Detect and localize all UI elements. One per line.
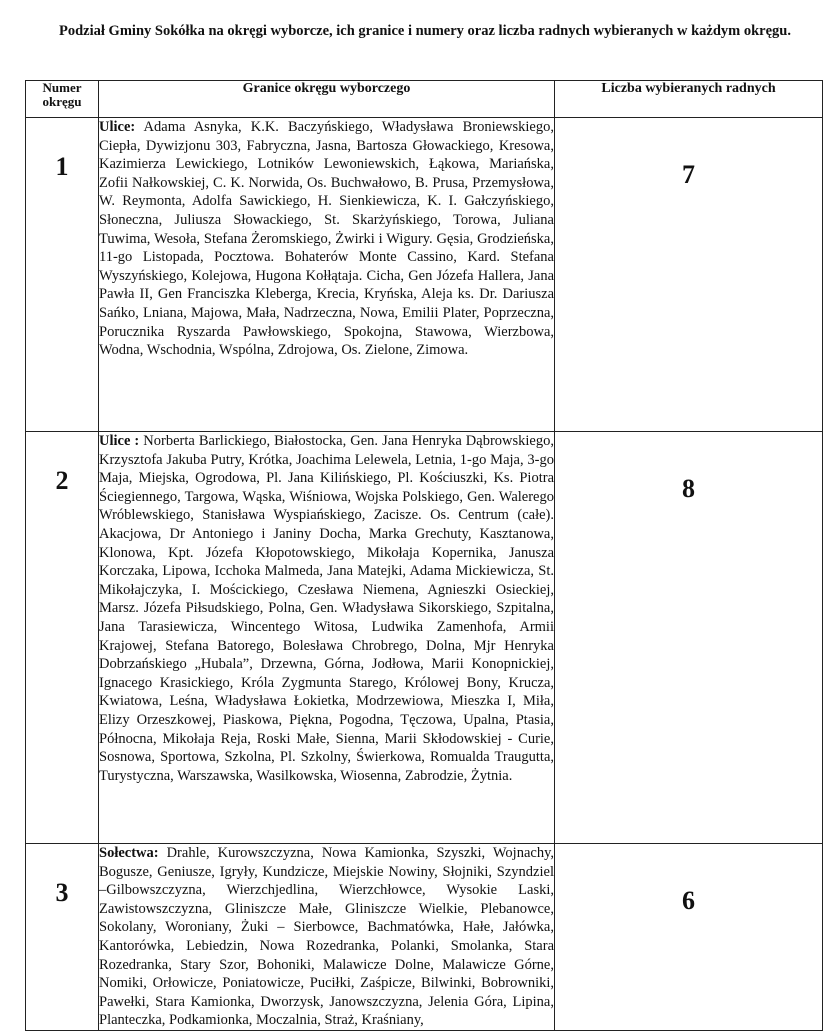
table-header-row bbox=[26, 81, 823, 118]
councillor-count: 6 bbox=[682, 886, 695, 915]
header-district-number: Numer okręgu bbox=[26, 81, 99, 118]
boundaries-label: Sołectwa: bbox=[99, 845, 159, 861]
councillor-count: 7 bbox=[682, 160, 695, 189]
district-boundaries-cell bbox=[99, 844, 555, 1031]
district-number-cell bbox=[26, 118, 99, 432]
district-number-cell bbox=[26, 432, 99, 844]
councillor-count: 8 bbox=[682, 474, 695, 503]
district-boundaries-cell bbox=[99, 118, 555, 432]
table-row-district-1 bbox=[26, 118, 823, 432]
district-number-cell bbox=[26, 844, 99, 1031]
document-title: Podział Gminy Sokółka na okręgi wyborcze, ich granice i numery oraz liczba radnych wybieranych w każdym okręgu. bbox=[59, 23, 791, 39]
header-councillor-count: Liczba wybieranych radnych bbox=[555, 81, 823, 118]
table-row-district-2 bbox=[26, 432, 823, 844]
boundaries-text: Drahle, Kurowszczyzna, Nowa Kamionka, Szyszki, Wojnachy, Bogusze, Geniusze, Igryły, Kundzicze, Miejskie Nowiny, Słojniki, Szyndziel –Gilbowszczyzna, Wierzchjedlina, Wierzchłowce, Wysokie Laski, Zawistowszczyzna, Gliniszcze Małe, Gliniszcze Wielkie, Plebanowce, Sokolany, Woroniany, Żuki – Sierbowce, Bachmatówka, Hałe, Jałówka, Kantorówka, Lebiedzin, Nowa Rozedranka, Polanki, Smolanka, Stara Rozedranka, Stary Szor, Bohoniki, Malawicze Dolne, Malawicze Górne, Nomiki, Orłowicze, Poniatowicze, Puciłki, Zaśpicze, Bilwinki, Bobrowniki, Pawełki, Stara Kamionka, Dworzysk, Janowszczyzna, Jelenia Góra, Lipina, Planteczka, Podkamionka, Moczalnia, Straż, Kraśniany, bbox=[99, 845, 554, 1029]
districts-table bbox=[25, 80, 823, 1031]
boundaries-text: Norberta Barlickiego, Białostocka, Gen. Jana Henryka Dąbrowskiego, Krzysztofa Jakuba Putry, Krótka, Joachima Lelewela, Letnia, 1-go Maja, 3-go Maja, Miejska, Ogrodowa, Pl. Jana Kilińskiego, Pl. Kościuszki, Ks. Piotra Ściegiennego, Targowa, Wąska, Wiśniowa, Wojska Polskiego, Gen. Walerego Wróblewskiego, Stanisława Wyspiańskiego, Zacisze. Os. Centrum (całe). Akacjowa, Dr Antoniego i Janiny Docha, Marka Grechuty, Kasztanowa, Klonowa, Kpt. Józefa Kłopotowskiego, Mikołaja Kopernika, Janusza Korczaka, Lipowa, Icchoka Malmeda, Jana Matejki, Adama Mickiewicza, St. Mikołajczyka, I. Mościckiego, Czesława Niemena, Agnieszki Osieckiej, Marsz. Józefa Piłsudskiego, Polna, Gen. Władysława Sikorskiego, Szpitalna, Jana Tarasiewicza, Wincentego Witosa, Ludwika Zamenhofa, Armii Krajowej, Stefana Batorego, Bolesława Chrobrego, Dolna, Mjr Henryka Dobrzańskiego „Hubala”, Drzewna, Górna, Jodłowa, Marii Konopnickiej, Ignacego Krasickiego, Króla Zygmunta Starego, Królowej Bony, Krucza, Kwiatowa, Leśna, Władysława Łokietka, Modrzewiowa, Mieszka I, Miła, Elizy Orzeszkowej, Piaskowa, Piękna, Pogodna, Tęczowa, Upalna, Ptasia, Północna, Mikołaja Reja, Roski Małe, Sienna, Marii Skłodowskiej - Curie, Sosnowa, Sportowa, Szkolna, Pl. Szkolny, Świerkowa, Romualda Traugutta, Turystyczna, Warszawska, Wasilkowska, Wiosenna, Zabrodzie, Żytnia. bbox=[99, 433, 554, 784]
boundaries-label: Ulice: bbox=[99, 119, 136, 135]
councillor-count-cell bbox=[555, 432, 823, 844]
header-district-boundaries: Granice okręgu wyborczego bbox=[99, 81, 555, 118]
boundaries-text: Adama Asnyka, K.K. Baczyńskiego, Władysława Broniewskiego, Ciepła, Dywizjonu 303, Fabryczna, Jasna, Bartosza Głowackiego, Kresowa, Kazimierza Lewickiego, Lotników Lewoniewskich, Łąkowa, Mariańska, Zofii Nałkowskiej, C. K. Norwida, Os. Buchwałowo, B. Prusa, Przemysłowa, W. Reymonta, Adolfa Sawickiego, H. Sienkiewicza, K. I. Gałczyńskiego, Słoneczna, Juliusza Słowackiego, St. Skarżyńskiego, Torowa, Juliana Tuwima, Wesoła, Stefana Żeromskiego, Żwirki i Wigury. Gęsia, Grodzieńska, 11-go Listopada, Pocztowa. Bohaterów Monte Cassino, Kard. Stefana Wyszyńskiego, Kolejowa, Hugona Kołłątaja. Cicha, Gen Józefa Hallera, Jana Pawła II, Gen Franciszka Kleberga, Krecia, Kryńska, Aleja ks. Dr. Dariusza Sańko, Lniana, Majowa, Mała, Nadrzeczna, Nowa, Emilii Plater, Poprzeczna, Porucznika Ryszarda Pawłowskiego, Spokojna, Stawowa, Wierzbowa, Wodna, Wschodnia, Wspólna, Zdrojowa, Os. Zielone, Zimowa. bbox=[99, 119, 554, 359]
district-number: 2 bbox=[55, 466, 69, 495]
district-boundaries-cell bbox=[99, 432, 555, 844]
district-number: 3 bbox=[55, 878, 69, 907]
district-number: 1 bbox=[55, 152, 69, 181]
boundaries-label: Ulice : bbox=[99, 433, 140, 449]
councillor-count-cell bbox=[555, 844, 823, 1031]
councillor-count-cell bbox=[555, 118, 823, 432]
table-row-district-3 bbox=[26, 844, 823, 1031]
